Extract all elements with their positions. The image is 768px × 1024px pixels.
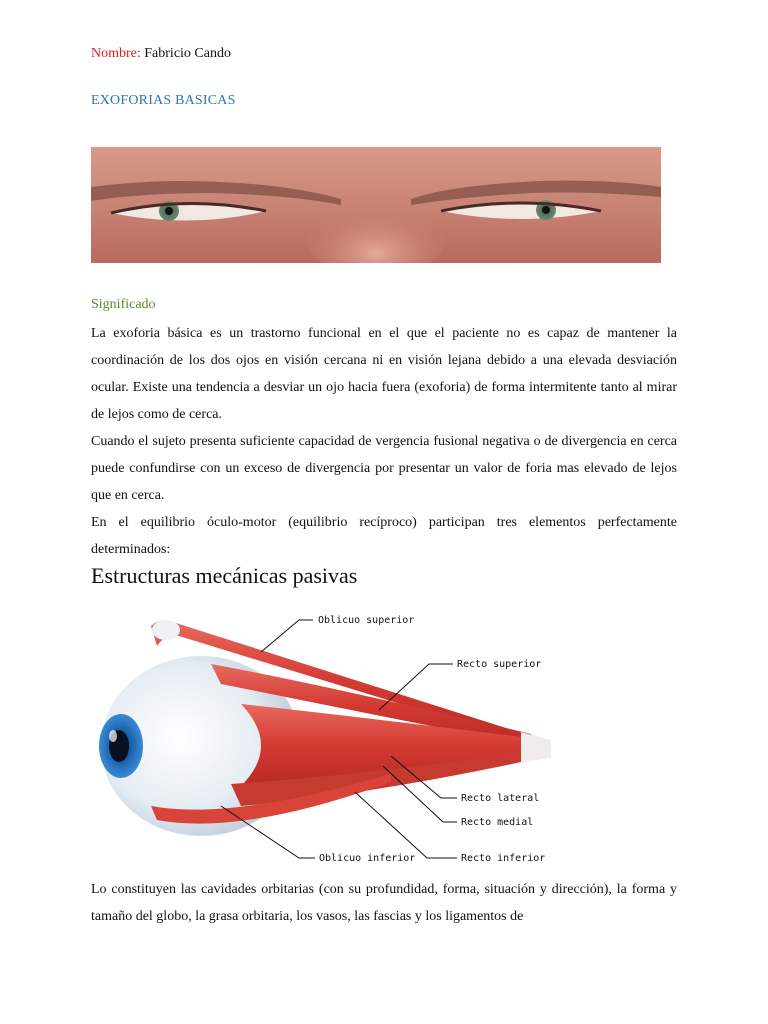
author-line: [91, 46, 231, 62]
label-recto-superior: Recto superior: [457, 659, 542, 670]
label-oblicuo-superior: Oblicuo superior: [318, 615, 415, 626]
label-recto-inferior: Recto inferior: [461, 853, 546, 864]
paragraph: La exoforia básica es un trastorno funcional en el que el paciente no es capaz de mantener la coordinación de los dos ojos en visión cercana ni en visión lejana debido a una elevada desviación ocular. Existe una tendencia a desviar un ojo hacia fuera (exoforia) de forma intermitente tanto al mirar de lejos como de cerca.: [91, 326, 677, 422]
paragraph: Cuando el sujeto presenta suficiente capacidad de vergencia fusional negativa o de divergencia en cerca puede confundirse con un exceso de divergencia por presentar un valor de foria mas elevado de lejos que en cerca.: [91, 434, 677, 503]
author-name: Fabricio Cando: [140, 46, 231, 61]
section-label: Significado: [91, 297, 156, 312]
document-title: EXOFORIAS BASICAS: [91, 93, 236, 108]
eye-muscles-diagram: [91, 606, 571, 876]
author-label: Nombre:: [91, 46, 141, 61]
label-recto-lateral: Recto lateral: [461, 793, 540, 804]
body-text: [91, 320, 677, 563]
label-oblicuo-inferior: Oblicuo inferior: [319, 853, 416, 864]
eyes-photo: [91, 147, 661, 263]
section-heading: Estructuras mecánicas pasivas: [91, 563, 358, 588]
footer-paragraph: Lo constituyen las cavidades orbitarias (con su profundidad, forma, situación y dirección), la forma y tamaño del globo, la grasa orbitaria, los vasos, las fascias y los ligamentos de: [91, 882, 677, 924]
paragraph: En el equilibrio óculo-motor (equilibrio recíproco) participan tres elementos perfectamente determinados:: [91, 515, 677, 557]
label-recto-medial: Recto medial: [461, 817, 534, 828]
